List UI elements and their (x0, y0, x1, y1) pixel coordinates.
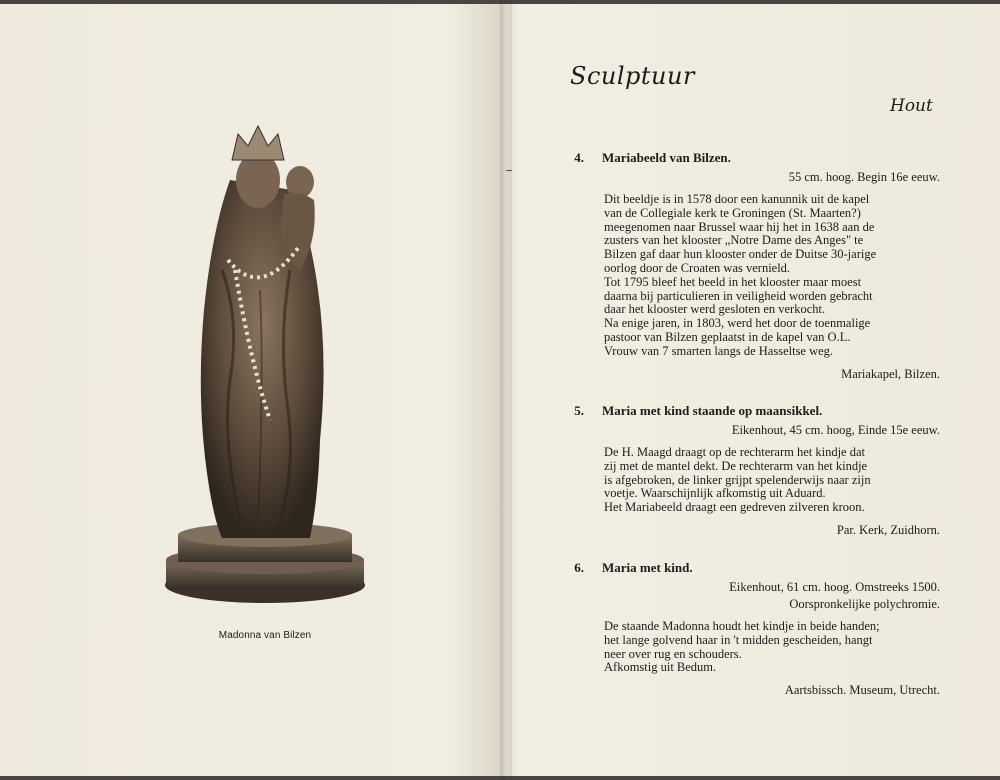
entry-title: Maria met kind. (602, 560, 693, 575)
catalogue-entry-4 (560, 150, 940, 382)
entry-description: De staande Madonna houdt het kindje in beide handen; het lange golvend haar in 't midden gescheiden, hangt neer over rug en schouders. Afkomstig uit Bedum. (604, 619, 880, 675)
catalogue-entry-6 (560, 560, 940, 698)
entry-number: 4. (574, 150, 584, 165)
entry-location: Par. Kerk, Zuidhorn. (836, 522, 940, 537)
entry-meta: Eikenhout, 61 cm. hoog. Omstreeks 1500. (729, 580, 940, 594)
entry-title: Maria met kind staande op maansikkel. (602, 403, 823, 418)
catalogue-entry-5 (560, 403, 940, 538)
entry-meta-extra: Oorspronkelijke polychromie. (789, 597, 940, 611)
entry-location: Mariakapel, Bilzen. (841, 366, 940, 381)
entry-description: Dit beeldje is in 1578 door een kanunnik uit de kapel van de Collegiale kerk te Groningen (St. Maarten?) meegenomen naar Brussel waar hij het in 1638 aan de zusters van het klooster „Notre Dame des Anges" te Bilzen gaf daar hun klooster onder de Duitse 30-jarige oorlog door de Croaten was vernield. Tot 1795 bleef het beeld in het klooster maar moest daarna bij particulieren in veiligheid worden gebracht daar het klooster werd gesloten en verkocht. Na enige jaren, in 1803, werd het door de toenmalige pastoor van Bilzen geplaatst in de kapel van O.L. Vrouw van 7 smarten langs de Hasseltse weg. (604, 192, 877, 358)
material-heading: Hout (890, 96, 933, 116)
entry-title: Mariabeeld van Bilzen. (602, 150, 731, 165)
photo-caption: Madonna van Bilzen (218, 630, 312, 641)
entry-meta: Eikenhout, 45 cm. hoog, Einde 15e eeuw. (731, 423, 940, 437)
entry-location: Aartsbissch. Museum, Utrecht. (784, 683, 940, 698)
entry-number: 6. (574, 560, 584, 575)
entry-meta: 55 cm. hoog. Begin 16e eeuw. (788, 170, 940, 184)
entry-description: De H. Maagd draagt op de rechterarm het kindje dat zij met de mantel dekt. De rechterarm van het kindje is afgebroken, de linker grijpt spelenderwijs naar zijn voetje. Waarschijnlijk afkomstig uit Aduard. Het Mariabeeld draagt een gedreven zilveren kroon. (604, 445, 871, 515)
madonna-statue-photo (160, 120, 370, 610)
catalogue-heading: Sculptuur (570, 62, 695, 90)
entry-number: 5. (574, 403, 584, 418)
